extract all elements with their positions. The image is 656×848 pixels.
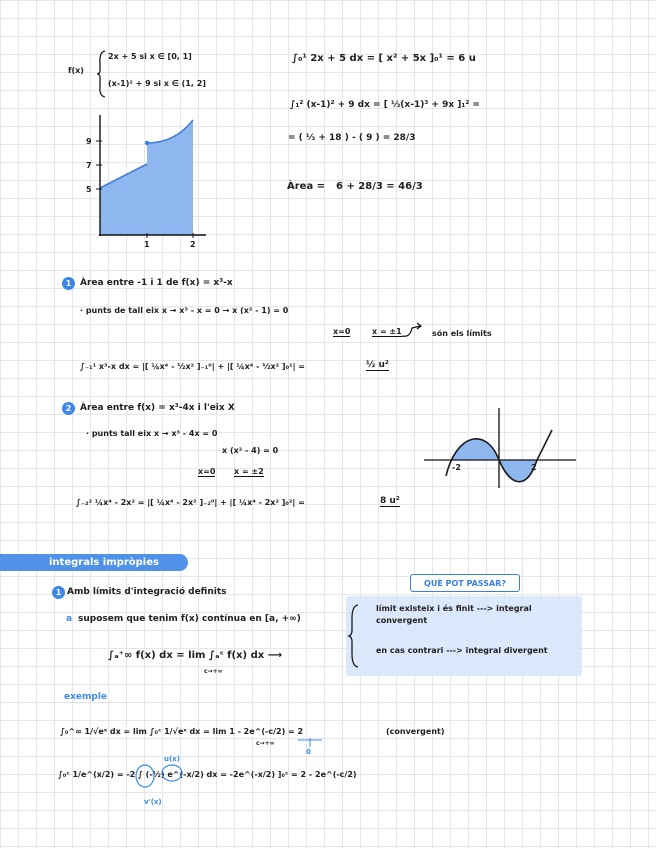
exercise-1-title: Àrea entre -1 i 1 de f(x) = x³-x [80,278,233,288]
exercise-2-factor: x (x² - 4) = 0 [222,446,279,455]
example-line-1: ∫₀^∞ 1/√eˣ dx = lim ∫₀ᶜ 1/√eˣ dx = lim 1 - 2e^(-c/2) = 2 [60,727,304,736]
limit-subscript: c→+∞ [204,668,223,675]
section-item-badge: 1 [52,586,65,599]
question-box: QUÈ POT PASSAR? [410,574,520,592]
area-graph-1 [80,110,210,255]
note-divergent: en cas contrari ---> integral divergent [376,646,548,655]
exercise-2-root-0: x=0 [198,467,216,476]
exercise-1-roots: · punts de tall eix x → x³ - x = 0 → x (x² - 1) = 0 [80,306,289,315]
x-tick-1: 1 [144,240,150,249]
exercise-2-roots: · punts tall eix x → x³ - 4x = 0 [86,429,218,438]
integral-line-2: ∫₁² (x-1)² + 9 dx = [ ⅓(x-1)³ + 9x ]₁² = [290,100,480,110]
exercise-1-integral: ∫₋₁¹ x³-x dx = |[ ¼x⁴ - ½x² ]₋₁⁰| + |[ ¼x⁴ - ½x² ]₀¹| = [80,362,305,371]
function-name: f(x) [68,66,84,75]
note-convergent: límit existeix i és finit ---> integral convergent [376,604,532,625]
example-label: exemple [64,692,108,702]
area-value: 6 + 28/3 = 46/3 [336,181,423,192]
graph2-tick-neg2: -2 [452,463,461,472]
exercise-1-root-pm1: x = ±1 [372,327,402,336]
limit-zero-note: 0 [306,748,311,756]
exercise-2-badge: 2 [62,402,75,415]
piecewise-case-2: (x-1)² + 9 si x ∈ (1, 2] [108,79,206,88]
exercise-2-integral: ∫₋₂² ¼x⁴ - 2x² = |[ ¼x⁴ - 2x² ]₋₂⁰| + |[ ¼x⁴ - 2x² ]₀²| = [76,498,305,507]
limits-arrow [400,322,430,340]
integral-line-1: ∫₀¹ 2x + 5 dx = [ x² + 5x ]₀¹ = 6 u [292,53,476,64]
shaded-positive [452,439,499,460]
piecewise-brace [97,50,107,98]
y-tick-9: 9 [86,137,92,146]
piecewise-case-1: 2x + 5 si x ∈ [0, 1] [108,52,192,61]
limits-note: són els límits [432,329,492,338]
example-line-2: ∫₀ᶜ 1/e^(x/2) = -2 ∫ (-½) e^(-x/2) dx = -2e^(-x/2) ]₀ᶜ = 2 - 2e^(-c/2) [58,770,357,779]
exercise-2-title: Àrea entre f(x) = x³-4x i l'eix X [80,403,235,413]
integral-line-3: = ( ⅓ + 18 ) - ( 9 ) = 28/3 [288,133,416,143]
y-tick-5: 5 [86,185,92,194]
sub-letter-a: a [66,614,73,624]
ux-label: u(x) [164,755,180,763]
exercise-1-badge: 1 [62,277,75,290]
sub-text: suposem que tenim f(x) contínua en [a, +∞) [78,614,301,624]
section-item-title: Amb límits d'integració definits [67,587,227,597]
graph2-tick-2: 2 [531,463,537,472]
exercise-1-result: ½ u² [366,360,389,370]
y-tick-7: 7 [86,161,92,170]
open-point [145,141,149,145]
exercise-1-root-0: x=0 [333,327,351,336]
x-tick-2: 2 [190,240,196,249]
note-brace [348,604,360,668]
cubic-graph [424,408,580,490]
area-label: Àrea = [287,181,326,192]
exercise-2-result: 8 u² [380,496,400,506]
arrow-to-zero [298,738,328,752]
vx-label: v'(x) [144,798,162,806]
improper-definition: ∫ₐ⁺∞ f(x) dx = lim ∫ₐᶜ f(x) dx ⟶ [108,650,283,661]
substitution-circles [134,764,184,792]
exercise-2-root-pm2: x = ±2 [234,467,264,476]
section-banner: integrals impròpies [0,554,188,571]
convergent-label: (convergent) [386,727,445,736]
shaded-area [100,120,193,235]
example-limit-subscript: c→+∞ [256,740,275,747]
